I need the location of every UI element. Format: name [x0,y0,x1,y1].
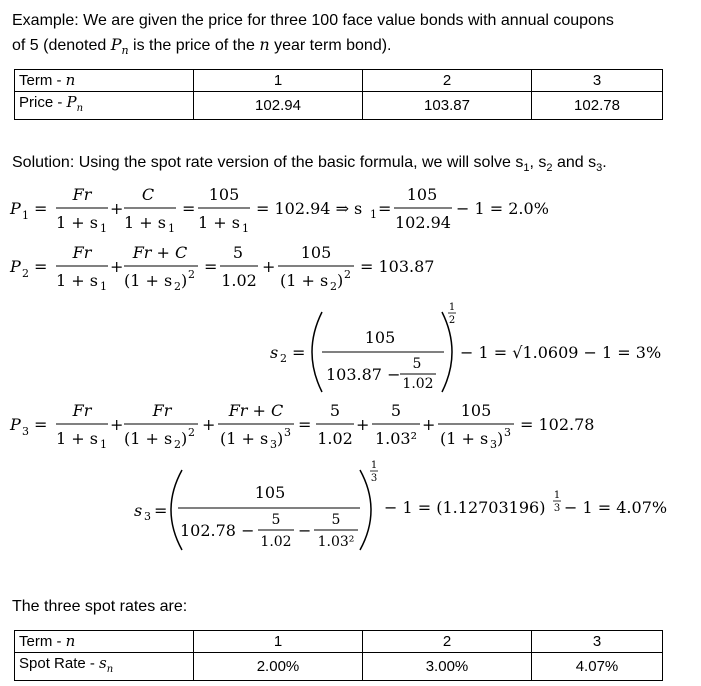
price-cell: 102.78 [532,92,663,120]
eq5-equals: = [154,501,168,520]
eq4-f5-den: 1.03² [374,429,418,448]
spot-rate-cell: 2.00% [194,653,363,681]
eq5-result-exp-num: 1 [553,490,561,501]
eq4-f2-den: (1 + s [124,429,173,448]
eq5-exp-num: 1 [370,460,378,471]
price-cell: 102.94 [194,92,363,120]
eq2-equals-2: = [204,257,218,276]
eq2-p: P [10,257,21,276]
eq3-exp-den: 2 [448,315,456,326]
eq4-f6-num: 105 [460,401,492,420]
eq4-plus-4: + [422,415,436,434]
eq5-s-sub: 3 [144,510,151,523]
eq4-f2-den-end: ) [181,429,188,448]
eq1-result: − 1 = 2.0% [456,199,549,218]
eq3-outer-num: 105 [364,328,396,347]
eq1-frac2-den: 1 + s [124,213,166,232]
solution-end: . [602,154,607,171]
spot-term-cell: 2 [363,631,532,653]
eq5-inner1-den: 1.02 [260,534,292,550]
eq5-exp-den: 3 [370,473,378,484]
eq1-plus: + [110,199,124,218]
eq1-frac1-den: 1 + s [56,213,98,232]
intro-line-2-b: is the price of the [128,37,260,54]
eq2-frac1-num: Fr [72,243,92,262]
intro-var-p: P [110,35,122,54]
intro-line-1: Example: We are given the price for three 100 face value bonds with annual coupons [12,12,614,29]
eq2-plus: + [110,257,124,276]
eq1-frac4-den: 102.94 [395,213,451,232]
solution-text: Solution: Using the spot rate version of the basic formula, we will solve s [12,154,524,171]
eq4-f6-den-sub: 3 [490,438,497,451]
eq2-frac3-num: 5 [232,243,244,262]
price-label: Price - [19,94,67,111]
eq4-p-sub: 3 [22,425,29,438]
eq3-exp-num: 1 [448,302,456,313]
eq3-inner-num: 5 [412,356,422,372]
eq5-s: s [134,501,143,520]
solution-sub-3: 3 [596,162,603,175]
eq1-frac3-den: 1 + s [198,213,240,232]
spot-intro: The three spot rates are: [12,598,188,615]
equation-s3 [134,460,667,550]
eq4-f1-num: Fr [72,401,92,420]
eq2-frac2-num: Fr + C [132,243,188,262]
eq2-frac3-den: 1.02 [221,271,257,290]
eq1-frac3-den-sub: 1 [242,222,249,235]
eq4-f3-den-sup: 3 [284,426,291,439]
eq2-frac2-den: (1 + s [124,271,173,290]
solution-sep-2: and s [552,154,597,171]
eq1-frac2-den-sub: 1 [168,222,175,235]
eq4-plus-3: + [356,415,370,434]
eq5-inner2-num: 5 [331,512,341,528]
eq1-p-sub: 1 [22,209,29,222]
eq4-plus-2: + [202,415,216,434]
eq2-plus-2: + [262,257,276,276]
eq1-frac4-num: 105 [406,185,438,204]
spot-rate-var: s [99,654,107,672]
eq3-s-sub: 2 [280,352,287,365]
spot-term-label-cell [15,631,194,653]
eq4-equals: = [34,415,48,434]
term-cell: 2 [363,70,532,92]
intro-line-2-c: year term bond). [269,37,392,54]
eq1-frac1-num: Fr [72,185,92,204]
eq2-p-sub: 2 [22,267,29,280]
eq2-frac2-den-sub: 2 [174,280,181,293]
eq4-equals-2: = [298,415,312,434]
intro-var-n: n [259,35,270,54]
spot-rate-label: Spot Rate - [19,655,100,672]
intro-line-2-a: of 5 (denoted [12,37,111,54]
spot-term-cell: 1 [194,631,363,653]
eq4-p: P [10,415,21,434]
solution-sub-1: 1 [523,162,530,175]
eq1-frac3-num: 105 [208,185,240,204]
eq3-left-paren [312,312,322,392]
eq4-f6-den-sup: 3 [504,426,511,439]
eq2-frac2-den-sup: 2 [188,268,195,281]
eq1-equals: = [34,199,48,218]
spot-rate-cell: 3.00% [363,653,532,681]
eq2-frac4-den-end: ) [337,271,344,290]
spot-rate-table [14,630,663,681]
eq3-inner-lead: 103.87 − [326,365,401,384]
eq5-inner2-den: 1.03² [317,534,355,550]
eq1-frac1-den-sub: 1 [100,222,107,235]
eq2-frac1-den-sub: 1 [100,280,107,293]
equation-p3 [9,401,594,451]
eq1-frac2-num: C [141,185,155,204]
price-cell: 103.87 [363,92,532,120]
eq4-f1-den-sub: 1 [100,438,107,451]
eq3-inner-den: 1.02 [402,376,434,392]
eq4-f2-den-sub: 2 [174,438,181,451]
price-sub: n [76,103,84,114]
term-cell: 3 [532,70,663,92]
eq4-f2-num: Fr [152,401,172,420]
eq2-equals: = [34,257,48,276]
eq3-s: s [270,343,279,362]
spot-term-cell: 3 [532,631,663,653]
term-cell: 1 [194,70,363,92]
table-row [15,653,663,681]
equation-p1 [9,185,549,235]
eq4-f3-num: Fr + C [228,401,284,420]
solution-sep-1: , s [529,154,547,171]
eq2-frac1-den: 1 + s [56,271,98,290]
eq4-f2-den-sup: 2 [188,426,195,439]
intro-sub-n: n [121,44,129,58]
equation-p2 [9,243,434,293]
eq2-result: = 103.87 [360,257,435,276]
eq4-f5-num: 5 [390,401,402,420]
price-var: P [66,93,77,111]
eq5-right-paren [360,470,371,550]
eq4-f1-den: 1 + s [56,429,98,448]
solution-sub-2: 2 [546,162,553,175]
eq5-inner-lead: 102.78 − [180,521,255,540]
spot-rate-sub: n [106,664,114,675]
term-label: Term - [19,72,66,89]
spot-term-label: Term - [19,633,66,650]
spot-rate-label-cell [15,653,194,681]
eq4-f6-den-end: ) [497,429,504,448]
eq5-result-b: − 1 = 4.07% [564,498,668,517]
eq5-inner1-num: 5 [271,512,281,528]
eq5-result-exp-den: 3 [553,503,561,514]
spot-rate-cell: 4.07% [532,653,663,681]
eq2-frac4-num: 105 [300,243,332,262]
eq4-f4-den: 1.02 [317,429,353,448]
eq4-f4-num: 5 [329,401,341,420]
eq1-mid-sub: 1 [370,208,377,221]
eq2-frac4-den: (1 + s [280,271,329,290]
eq4-result: = 102.78 [520,415,595,434]
eq2-frac4-den-sub: 2 [330,280,337,293]
eq4-f6-den: (1 + s [440,429,489,448]
equation-s2 [270,302,661,392]
eq2-frac2-den-end: ) [181,271,188,290]
eq3-equals: = [292,343,306,362]
eq5-result-a: − 1 = (1.12703196) [384,498,546,517]
eq1-mid: = 102.94 ⇒ s [256,199,363,218]
eq4-plus-1: + [110,415,124,434]
eq4-f3-den-end: ) [277,429,284,448]
spot-term-var: n [65,632,76,650]
eq3-result: − 1 = √1.0609 − 1 = 3% [460,343,662,362]
table-row [15,631,663,653]
eq1-p: P [10,199,21,218]
term-var: n [65,71,76,89]
eq1-equals-3: = [378,199,392,218]
eq5-outer-num: 105 [254,483,286,502]
eq4-f3-den-sub: 3 [270,438,277,451]
eq2-frac4-den-sup: 2 [344,268,351,281]
eq1-equals-2: = [182,199,196,218]
eq5-minus: − [298,521,312,540]
eq4-f3-den: (1 + s [220,429,269,448]
